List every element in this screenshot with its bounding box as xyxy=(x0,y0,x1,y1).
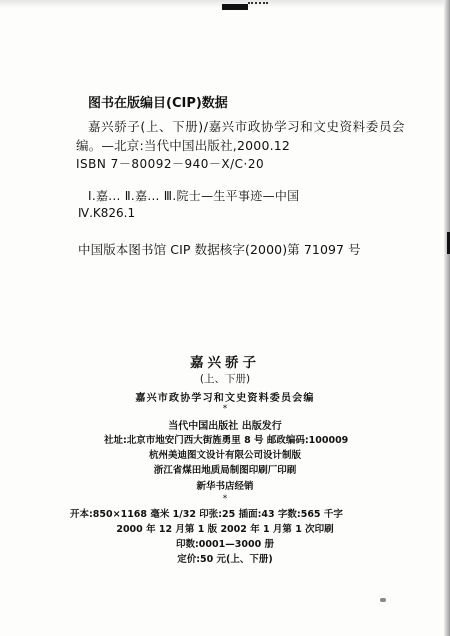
distributor: 新华书店经销 xyxy=(196,481,254,492)
typesetter: 杭州美迪图文设计有限公司设计制版 xyxy=(148,450,301,461)
publisher-address: 社址:北京市地安门西大街旌勇里 8 号 邮政编码:100009 xyxy=(104,435,349,446)
printer: 浙江省煤田地质局制图印刷厂印刷 xyxy=(153,465,297,476)
price: 定价:50 元(上、下册) xyxy=(177,554,273,565)
cip-record-number: 中国版本图书馆 CIP 数据核字(2000)第 71097 号 xyxy=(78,242,361,257)
scan-speck xyxy=(380,598,386,602)
publisher: 当代中国出版社 出版发行 xyxy=(168,421,282,432)
format-spec: 开本:850×1168 毫米 1/32 印张:25 插面:43 字数:565 千字 xyxy=(70,509,343,520)
scan-fold-mark xyxy=(222,4,248,10)
scan-specks xyxy=(248,2,268,8)
separator-star: * xyxy=(222,404,228,414)
cip-heading: 图书在版编目(CIP)数据 xyxy=(88,96,228,111)
book-title: 嘉兴骄子 xyxy=(190,355,260,371)
cip-line: 嘉兴骄子(上、下册)/嘉兴市政协学习和文史资料委员会 xyxy=(88,119,406,134)
print-run: 印数:0001—3000 册 xyxy=(176,539,274,550)
volume-note: (上、下册) xyxy=(199,373,251,385)
cip-subject-headings: Ⅰ.嘉... Ⅱ.嘉... Ⅲ.院士—生平事迹—中国 xyxy=(88,189,300,203)
editor-credit: 嘉兴市政协学习和文史资料委员会编 xyxy=(135,393,315,404)
cip-isbn: ISBN 7－80092－940－X/C·20 xyxy=(76,157,265,171)
separator-star: * xyxy=(222,494,228,504)
edition-info: 2000 年 12 月第 1 版 2002 年 1 月第 1 次印刷 xyxy=(116,524,334,535)
cip-line: 编。—北京:当代中国出版社,2000.12 xyxy=(76,138,291,153)
cip-classification: Ⅳ.K826.1 xyxy=(78,206,136,220)
